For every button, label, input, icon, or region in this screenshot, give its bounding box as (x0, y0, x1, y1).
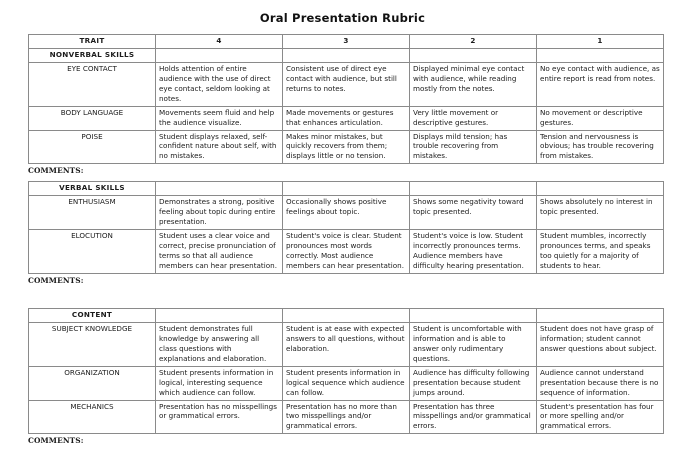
rubric-table-content (28, 308, 664, 434)
section-blank-cell (156, 309, 283, 323)
criteria-cell-3: Student presents information in logical sequence which audience can follow. (283, 366, 410, 400)
section-label-verbal-skills: VERBAL SKILLS (29, 182, 156, 196)
trait-label: EYE CONTACT (29, 62, 156, 106)
criteria-cell-1: Tension and nervousness is obvious; has trouble recovering from mistakes. (537, 130, 664, 164)
criteria-cell-2: Displays mild tension; has trouble recovering from mistakes. (410, 130, 537, 164)
comments-label-content: COMMENTS: (28, 436, 84, 446)
section-blank-cell (537, 182, 664, 196)
trait-label: POISE (29, 130, 156, 164)
section-blank-cell (283, 182, 410, 196)
trait-label: ORGANIZATION (29, 366, 156, 400)
column-header-trait: TRAIT (29, 35, 156, 49)
criteria-cell-4: Student demonstrates full knowledge by answering all class questions with explanations and elaboration. (156, 322, 283, 366)
table-row (29, 229, 664, 273)
table-row (29, 62, 664, 106)
criteria-cell-3: Student's voice is clear. Student pronounces most words correctly. Most audience members can hear presentation. (283, 229, 410, 273)
column-header-score-2: 2 (410, 35, 537, 49)
criteria-cell-4: Student displays relaxed, self-confident nature about self, with no mistakes. (156, 130, 283, 164)
comments-label-verbal: COMMENTS: (28, 275, 84, 285)
section-blank-cell (283, 309, 410, 323)
section-verbal-skills (28, 181, 663, 285)
section-label-content: CONTENT (29, 309, 156, 323)
table-row (29, 195, 664, 229)
table-row (29, 106, 664, 130)
rubric-table-verbal-skills (28, 181, 664, 274)
table-row (29, 130, 664, 164)
comments-label-nonverbal: COMMENTS: (28, 166, 84, 176)
section-header-row (29, 309, 664, 323)
section-blank-cell (410, 48, 537, 62)
column-header-score-4: 4 (156, 35, 283, 49)
criteria-cell-3: Made movements or gestures that enhances articulation. (283, 106, 410, 130)
criteria-cell-3: Student is at ease with expected answers to all questions, without elaboration. (283, 322, 410, 366)
section-label-nonverbal-skills: NONVERBAL SKILLS (29, 48, 156, 62)
criteria-cell-1: Audience cannot understand presentation because there is no sequence of information. (537, 366, 664, 400)
criteria-cell-1: Student does not have grasp of information; student cannot answer questions about subject. (537, 322, 664, 366)
section-blank-cell (537, 309, 664, 323)
criteria-cell-4: Student uses a clear voice and correct, precise pronunciation of terms so that all audience members can hear presentation. (156, 229, 283, 273)
table-row (29, 366, 664, 400)
section-blank-cell (283, 48, 410, 62)
criteria-cell-2: Displayed minimal eye contact with audience, while reading mostly from the notes. (410, 62, 537, 106)
trait-label: ENTHUSIASM (29, 195, 156, 229)
criteria-cell-1: Shows absolutely no interest in topic presented. (537, 195, 664, 229)
criteria-cell-2: Audience has difficulty following presentation because student jumps around. (410, 366, 537, 400)
criteria-cell-4: Holds attention of entire audience with the use of direct eye contact, seldom looking at notes. (156, 62, 283, 106)
criteria-cell-2: Student is uncomfortable with information and is able to answer only rudimentary questions. (410, 322, 537, 366)
criteria-cell-1: Student mumbles, incorrectly pronounces terms, and speaks too quietly for a majority of students to hear. (537, 229, 664, 273)
trait-label: BODY LANGUAGE (29, 106, 156, 130)
criteria-cell-2: Very little movement or descriptive gestures. (410, 106, 537, 130)
criteria-cell-2: Presentation has three misspellings and/or grammatical errors. (410, 400, 537, 434)
section-blank-cell (410, 309, 537, 323)
trait-label: ELOCUTION (29, 229, 156, 273)
section-header-row (29, 182, 664, 196)
criteria-cell-3: Consistent use of direct eye contact with audience, but still returns to notes. (283, 62, 410, 106)
criteria-cell-3: Presentation has no more than two misspellings and/or grammatical errors. (283, 400, 410, 434)
section-blank-cell (410, 182, 537, 196)
criteria-cell-4: Student presents information in logical, interesting sequence which audience can follow. (156, 366, 283, 400)
table-row (29, 322, 664, 366)
table-header-row (29, 35, 664, 49)
table-row (29, 400, 664, 434)
trait-label: MECHANICS (29, 400, 156, 434)
section-blank-cell (537, 48, 664, 62)
trait-label: SUBJECT KNOWLEDGE (29, 322, 156, 366)
criteria-cell-2: Shows some negativity toward topic presented. (410, 195, 537, 229)
column-header-score-1: 1 (537, 35, 664, 49)
section-content (28, 308, 663, 445)
criteria-cell-1: No eye contact with audience, as entire report is read from notes. (537, 62, 664, 106)
criteria-cell-4: Movements seem fluid and help the audience visualize. (156, 106, 283, 130)
criteria-cell-1: No movement or descriptive gestures. (537, 106, 664, 130)
column-header-score-3: 3 (283, 35, 410, 49)
criteria-cell-2: Student's voice is low. Student incorrectly pronounces terms. Audience members have difficulty hearing presentation. (410, 229, 537, 273)
criteria-cell-4: Presentation has no misspellings or grammatical errors. (156, 400, 283, 434)
criteria-cell-3: Occasionally shows positive feelings about topic. (283, 195, 410, 229)
section-blank-cell (156, 48, 283, 62)
section-nonverbal-skills (28, 34, 663, 175)
section-header-row (29, 48, 664, 62)
rubric-table-nonverbal-skills (28, 34, 664, 164)
page-title: Oral Presentation Rubric (259, 11, 426, 25)
section-blank-cell (156, 182, 283, 196)
criteria-cell-1: Student's presentation has four or more spelling and/or grammatical errors. (537, 400, 664, 434)
criteria-cell-4: Demonstrates a strong, positive feeling about topic during entire presentation. (156, 195, 283, 229)
criteria-cell-3: Makes minor mistakes, but quickly recovers from them; displays little or no tension. (283, 130, 410, 164)
